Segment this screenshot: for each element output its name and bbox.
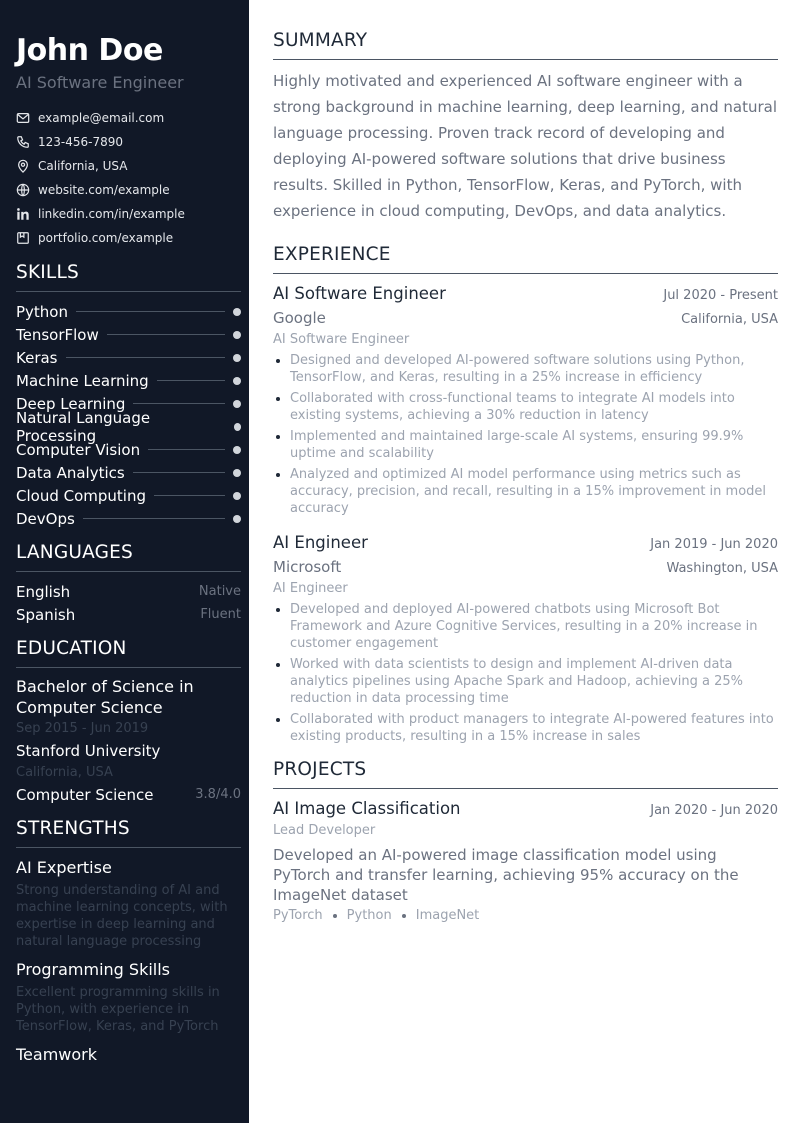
skills-heading: SKILLS [16,262,241,292]
strength-description: Strong understanding of AI and machine learning concepts, with expertise in deep learning and natural language processing [16,883,228,949]
skill-item [16,461,241,484]
skill-label: Natural Language Processing [16,408,151,445]
skill-dot [233,446,241,454]
sidebar [0,0,249,1123]
skill-item [16,408,241,445]
job-location: California, USA [681,312,778,327]
skill-item [16,484,241,507]
strengths-list [16,858,241,1065]
job-dates: Jan 2019 - Jun 2020 [650,537,778,552]
skill-line [133,472,225,473]
project-role: Lead Developer [273,823,376,838]
project-description: Developed an AI-powered image classification model using PyTorch and transfer learning, achieving 95% accuracy on the ImageNet dataset [273,846,739,904]
language-name: Spanish [16,605,76,624]
strengths-heading: STRENGTHS [16,818,241,848]
linkedin-icon [16,207,30,221]
job-title: AI Engineer [273,533,368,552]
skill-item [16,300,241,323]
summary-heading: SUMMARY [273,30,778,60]
skill-dot [233,331,241,339]
skill-dot [233,469,241,477]
experience-entry [273,531,778,745]
language-item [16,580,241,603]
contact-phone[interactable] [16,130,241,154]
skill-line [83,518,225,519]
job-dates: Jul 2020 - Present [663,288,778,303]
contact-email[interactable] [16,106,241,130]
language-level: Fluent [200,607,241,622]
job-bullet: • Worked with data scientists to design and implement AI-driven data analytics pipelines using Apache Spark and Hadoop, achieving a 25% reduction in data processing time [290,656,778,707]
skill-line [157,380,225,381]
project-tags [273,908,778,923]
language-name: English [16,582,71,601]
languages-list [16,580,241,626]
contact-linkedin[interactable] [16,202,241,226]
email-icon [16,111,30,125]
education-dates: Sep 2015 - Jun 2019 [16,721,149,736]
skill-line [148,449,225,450]
skill-dot [233,354,241,362]
globe-icon [16,183,30,197]
education-entry [16,676,241,806]
profile-name: John Doe [16,33,163,68]
contact-text: website.com/example [38,183,170,197]
skill-dot [233,400,241,408]
skill-label: Python [16,302,68,321]
skill-line [66,357,226,358]
job-location: Washington, USA [666,561,778,576]
tag-separator [333,914,337,918]
skill-line [133,403,225,404]
portfolio-icon [16,231,30,245]
contact-location [16,154,241,178]
location-icon [16,159,30,173]
skill-item [16,346,241,369]
skill-dot [233,515,241,523]
skill-item [16,507,241,530]
education-degree: Bachelor of Science in Computer Science [16,677,194,717]
job-role: AI Engineer [273,581,348,596]
skill-label: Deep Learning [16,394,126,413]
job-bullet: • Designed and developed AI-powered software solutions using Python, TensorFlow, and Keras, resulting in a 25% increase in efficiency [290,352,778,386]
contact-text: portfolio.com/example [38,231,174,245]
education-school: Stanford University [16,742,161,760]
job-company: Microsoft [273,558,342,576]
skill-item [16,323,241,346]
project-tag: PyTorch [273,908,323,923]
strength-title: Programming Skills [16,960,171,979]
skill-label: TensorFlow [16,325,99,344]
education-location: California, USA [16,765,113,780]
tag-separator [402,914,406,918]
education-field: Computer Science [16,786,154,804]
project-tag: ImageNet [415,908,480,923]
skill-dot [234,423,241,431]
strength-title: AI Expertise [16,858,112,877]
job-bullets [273,601,778,745]
skill-dot [233,492,241,500]
summary-text: Highly motivated and experienced AI software engineer with a strong background in machine learning, deep learning, and natural language processing. Proven track record of developing and deploying AI-powered software solutions that drive business results. Skilled in Python, TensorFlow, Keras, and PyTorch, with experience in cloud computing, DevOps, and data analytics. [273,72,777,220]
skill-line [76,311,225,312]
profile-title: AI Software Engineer [16,73,184,92]
projects-heading: PROJECTS [273,759,778,789]
job-bullets [273,352,778,517]
strength-title: Teamwork [16,1045,98,1064]
skill-label: Data Analytics [16,463,125,482]
job-bullet: • Implemented and maintained large-scale AI systems, ensuring 99.9% uptime and scalability [290,428,778,462]
experience-heading: EXPERIENCE [273,244,778,274]
language-item [16,603,241,626]
contact-portfolio[interactable] [16,226,241,250]
project-title: AI Image Classification [273,799,461,818]
job-bullet: • Analyzed and optimized AI model performance using metrics such as accuracy, precision, and recall, resulting in a 15% improvement in model accuracy [290,466,778,517]
languages-heading: LANGUAGES [16,542,241,572]
skill-line [107,334,225,335]
contact-website[interactable] [16,178,241,202]
skill-label: Cloud Computing [16,486,146,505]
education-field-row [16,784,241,806]
contact-text: linkedin.com/in/example [38,207,185,221]
job-role: AI Software Engineer [273,332,410,347]
contact-text: California, USA [38,159,128,173]
education-gpa: 3.8/4.0 [195,787,241,802]
project-entry [273,797,778,923]
skill-line [154,495,225,496]
project-dates: Jan 2020 - Jun 2020 [650,803,778,818]
skill-label: Computer Vision [16,440,141,459]
language-level: Native [198,584,241,599]
job-bullet: • Developed and deployed AI-powered chatbots using Microsoft Bot Framework and Azure Cognitive Services, resulting in a 20% increase in customer engagement [290,601,778,652]
experience-entry [273,282,778,517]
skill-label: Machine Learning [16,371,149,390]
skill-label: Keras [16,348,58,367]
job-title: AI Software Engineer [273,284,446,303]
skill-dot [233,377,241,385]
contact-list [16,106,241,250]
job-bullet: • Collaborated with cross-functional teams to integrate AI models into existing systems, achieving a 30% reduction in latency [290,390,778,424]
contact-text: 123-456-7890 [38,135,124,149]
skills-list [16,300,241,530]
contact-text: example@email.com [38,111,165,125]
job-bullet: • Collaborated with product managers to integrate AI-powered features into existing products, resulting in a 15% increase in sales [290,711,778,745]
skill-label: DevOps [16,509,75,528]
education-heading: EDUCATION [16,638,241,668]
skill-item [16,369,241,392]
main-content [273,30,778,937]
skill-dot [233,308,241,316]
phone-icon [16,135,30,149]
strength-description: Excellent programming skills in Python, with experience in TensorFlow, Keras, and PyTorch [16,985,220,1034]
job-company: Google [273,309,326,327]
project-tag: Python [346,908,392,923]
